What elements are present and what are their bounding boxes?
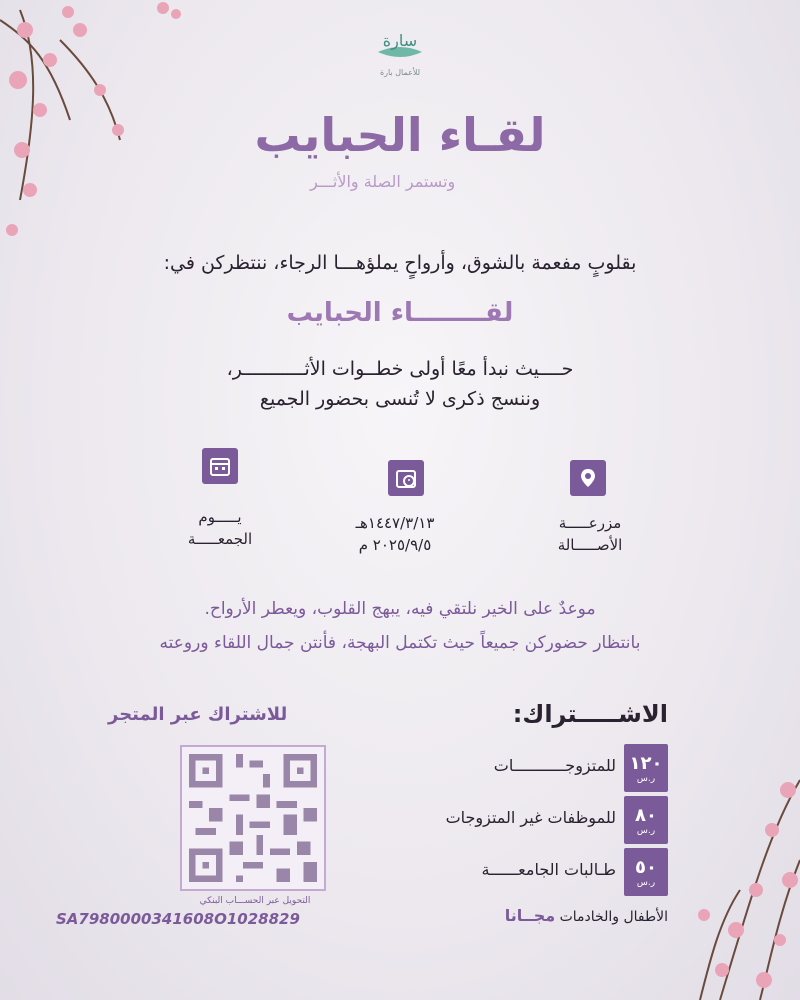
svg-text:سارة: سارة: [382, 31, 418, 50]
calendar-icon: [202, 448, 238, 484]
event-date-gregorian: ٢٠٢٥/٩/٥ م: [358, 536, 432, 554]
price-value: ٨٠: [635, 804, 657, 826]
event-date-hijri: ١٤٤٧/٣/١٣هـ: [355, 514, 435, 532]
iban-number: SA7980000341608O1028829: [56, 910, 300, 928]
event-date: [320, 512, 470, 556]
price-label-students: طـالبات الجامعــــــة: [481, 860, 616, 879]
qr-code[interactable]: [180, 745, 326, 891]
qr-code-icon: [182, 747, 324, 889]
event-day-line-1: يـــــوم: [198, 508, 242, 526]
event-subtitle: وتستمر الصلة والأثـــر: [310, 172, 456, 191]
event-day: [160, 506, 280, 550]
invitation-line-2: بانتظار حضوركن جميعاً حيث تكتمل البهجة، فأنتن جمال اللقاء وروعته: [159, 633, 641, 653]
logo-tagline: للأعمال بارة: [379, 68, 421, 77]
event-title-secondary: لقــــــــاء الحبايب: [286, 298, 514, 328]
cherry-blossom-branch-bottom-right: [660, 740, 800, 1000]
free-admission-note: [505, 906, 668, 925]
currency-icon: ر.س: [636, 877, 656, 888]
free-prefix: الأطفال والخادمات: [559, 909, 668, 925]
event-place-line-1: مزرعـــــة: [558, 514, 622, 532]
brand-logo: [360, 28, 440, 88]
verse-text: [0, 354, 800, 414]
price-label-married: للمتزوجـــــــــــات: [493, 756, 616, 775]
event-place-line-2: الأصـــــالة: [557, 536, 623, 554]
currency-icon: ر.س: [636, 773, 656, 784]
price-value: ١٢٠: [629, 752, 663, 774]
price-employees: [624, 796, 668, 844]
bank-transfer-note: التحويل عبر الحســـاب البنكي: [199, 896, 311, 906]
event-title: لقـاء الحبايب: [254, 108, 546, 162]
price-married: [624, 744, 668, 792]
verse-line-1: حــــيث نبدأ معًا أولى خطــوات الأثـــــــــــر،: [226, 358, 574, 380]
location-pin-icon: [570, 460, 606, 496]
intro-text: بقلوبٍ مفعمة بالشوق، وأرواحٍ يملؤهـــا الرجاء، ننتظركن في:: [163, 252, 637, 274]
cherry-blossom-branch-top-right: [148, 0, 188, 30]
book-icon: [370, 28, 430, 64]
invitation-text: [0, 592, 800, 660]
price-students: [624, 848, 668, 896]
event-place: [520, 512, 660, 556]
price-label-employees: للموظفات غير المتزوجات: [445, 808, 616, 827]
calendar-clock-icon: [388, 460, 424, 496]
price-value: ٥٠: [635, 856, 657, 878]
verse-line-2: وننسج ذكرى لا تُنسى بحضور الجميع: [259, 388, 541, 410]
event-day-line-2: الجمعـــــة: [187, 530, 253, 548]
invitation-line-1: موعدٌ على الخير نلتقي فيه، يبهج القلوب، ويعطر الأرواح.: [204, 599, 596, 619]
subscription-title: الاشـــــتراك:: [512, 700, 668, 728]
free-word: مجــانا: [504, 906, 556, 925]
store-title: للاشتراك عبر المتجر: [108, 704, 288, 725]
currency-icon: ر.س: [636, 825, 656, 836]
